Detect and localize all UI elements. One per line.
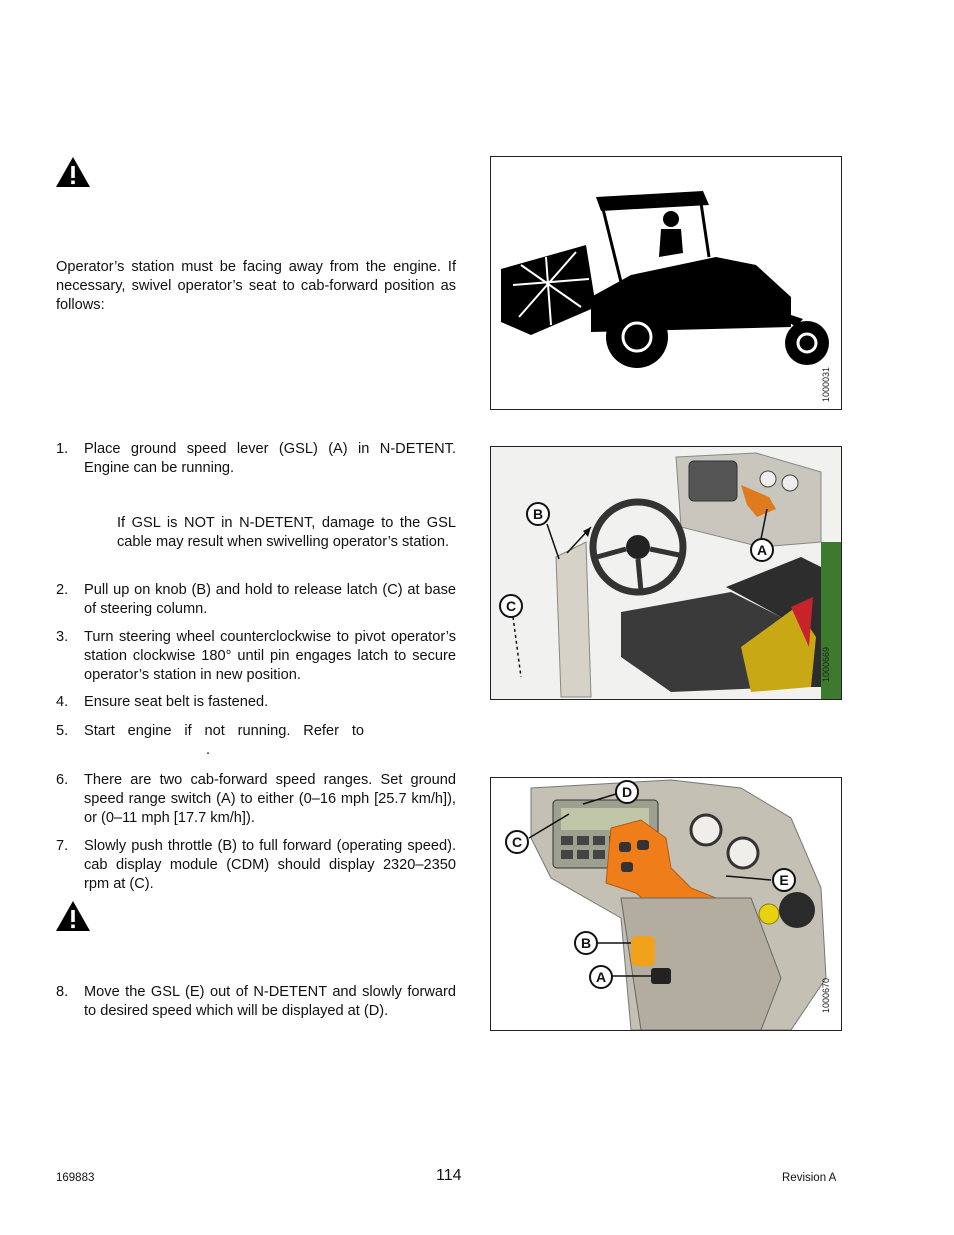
step-1 [56, 440, 456, 478]
step-number: 8. [56, 984, 69, 1000]
intro-paragraph: Operator’s station must be facing away from the engine. If necessary, swivel operator’s seat to cab-forward position as follows: [56, 259, 456, 313]
callout-e: E [772, 868, 796, 892]
figure-console-controls [490, 777, 842, 1031]
step-text: Start engine if not running. Refer to [84, 723, 364, 739]
step-text: Slowly push throttle (B) to full forward (operating speed). cab display module (CDM) should display 2320–2350 rpm at (C). [84, 838, 456, 892]
figure-windrower-silhouette [490, 156, 842, 410]
callout-a: A [750, 538, 774, 562]
footer-page-number: 114 [436, 1167, 462, 1184]
step-5-period: . [206, 742, 211, 758]
figure-id: 1000031 [821, 367, 831, 403]
note-text: If GSL is NOT in N-DETENT, damage to the GSL cable may result when swivelling operator’s station. [117, 515, 456, 550]
step-text: Place ground speed lever (GSL) (A) in N-DETENT. Engine can be running. [84, 441, 456, 476]
footer-doc-number: 169883 [56, 1172, 95, 1184]
step-4 [56, 693, 456, 712]
callout-a: A [589, 965, 613, 989]
figure-operator-station [490, 446, 842, 700]
footer-revision: Revision A [782, 1172, 837, 1184]
callout-b: B [526, 502, 550, 526]
callout-d: D [615, 780, 639, 804]
step-number: 7. [56, 838, 69, 854]
figure-id: 1000669 [821, 647, 831, 683]
step-7 [56, 837, 456, 894]
step-number: 6. [56, 772, 69, 788]
console-controls-image [491, 778, 841, 1030]
step-number: 5. [56, 723, 69, 739]
step-text: Ensure seat belt is fastened. [84, 694, 269, 710]
step-number: 2. [56, 582, 69, 598]
windrower-silhouette-image [491, 157, 841, 409]
step-6 [56, 771, 456, 828]
step-text: Pull up on knob (B) and hold to release latch (C) at base of steering column. [84, 582, 456, 617]
callout-c: C [499, 594, 523, 618]
figure-id: 1000670 [821, 978, 831, 1014]
warning-triangle-icon [55, 156, 91, 188]
operator-station-image [491, 447, 841, 699]
step-8 [56, 983, 456, 1021]
step-number: 1. [56, 441, 69, 457]
step-number: 3. [56, 629, 69, 645]
step-number: 4. [56, 694, 69, 710]
step-text: There are two cab-forward speed ranges. Set ground speed range switch (A) to either (0–16 mph [25.7 km/h]), or (0–11 mph [17.7 km/h]). [84, 772, 456, 826]
step-2 [56, 581, 456, 619]
callout-c: C [505, 830, 529, 854]
warning-triangle-icon [55, 900, 91, 932]
step-5 [56, 722, 456, 741]
step-3 [56, 628, 456, 685]
step-text: Turn steering wheel counterclockwise to pivot operator’s station clockwise 180° until pin engages latch to secure operator’s station in new position. [84, 629, 456, 683]
step-text: Move the GSL (E) out of N-DETENT and slowly forward to desired speed which will be displayed at (D). [84, 984, 456, 1019]
callout-b: B [574, 931, 598, 955]
